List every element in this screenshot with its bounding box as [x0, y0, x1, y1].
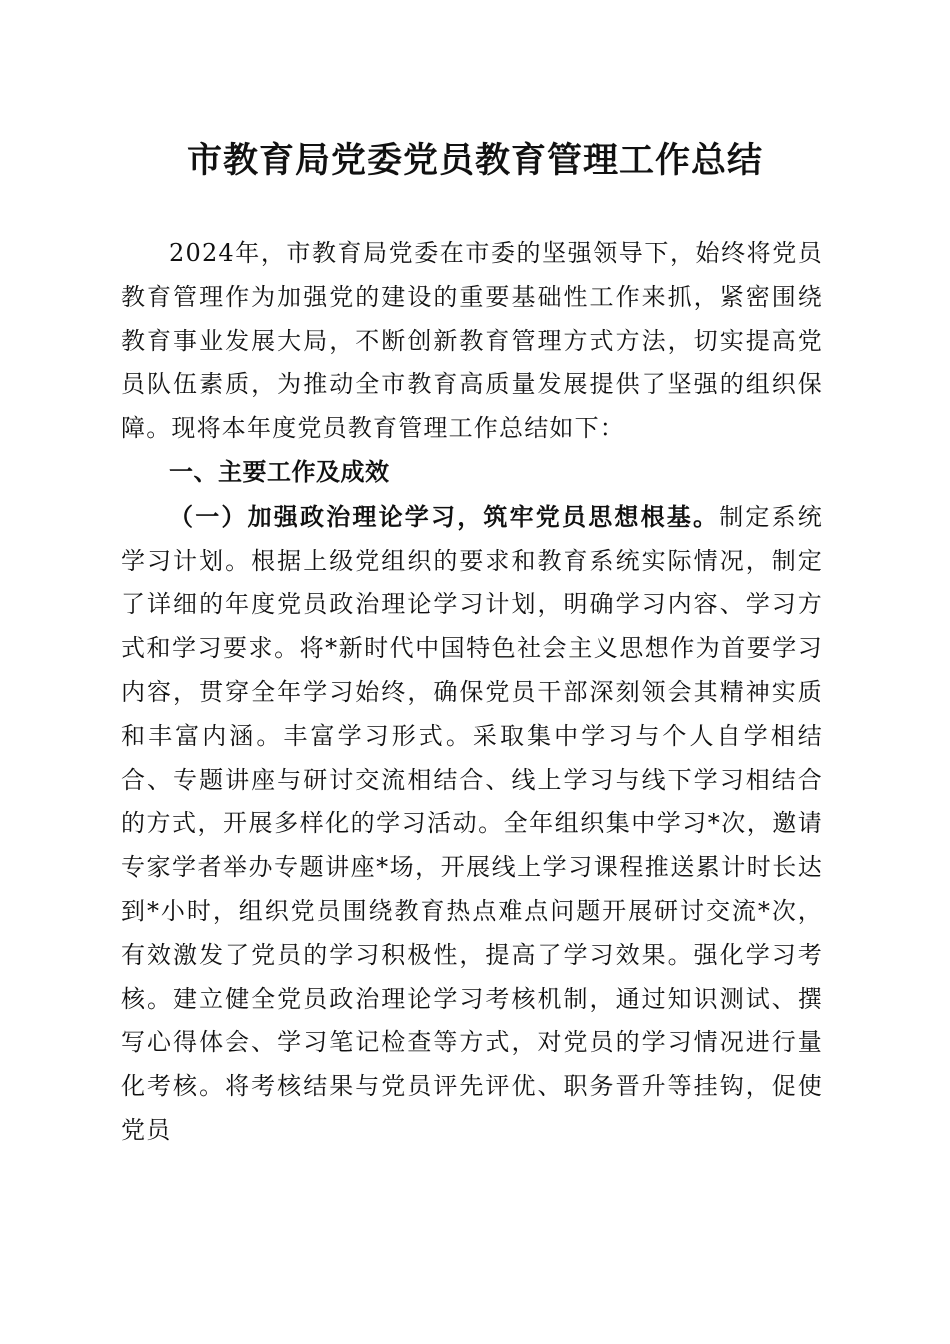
document-body — [121, 232, 823, 1153]
document-title: 市教育局党委党员教育管理工作总结 — [186, 140, 763, 181]
section-heading: 一、主要工作及成效 — [169, 457, 390, 486]
subsection-body: 制定系统学习计划。根据上级党组织的要求和教育系统实际情况，制定了详细的年度党员政治理论学习计划，明确学习内容、学习方式和学习要求。将*新时代中国特色社会主义思想作为首要学习内容，贯穿全年学习始终，确保党员干部深刻领会其精神实质和丰富内涵。丰富学习形式。采取集中学习与个人自学相结合、专题讲座与研讨交流相结合、线上学习与线下学习相结合的方式，开展多样化的学习活动。全年组织集中学习*次，邀请专家学者举办专题讲座*场，开展线上学习课程推送累计时长达到*小时，组织党员围绕教育热点难点问题开展研讨交流*次，有效激发了党员的学习积极性，提高了学习效果。强化学习考核。建立健全党员政治理论学习考核机制，通过知识测试、撰写心得体会、学习笔记检查等方式，对党员的学习情况进行量化考核。将考核结果与党员评先评优、职务晋升等挂钩，促使党员 — [121, 502, 823, 1144]
intro-paragraph: 2024年，市教育局党委在市委的坚强领导下，始终将党员教育管理作为加强党的建设的重要基础性工作来抓，紧密围绕教育事业发展大局，不断创新教育管理方式方法，切实提高党员队伍素质，为推动全市教育高质量发展提供了坚强的组织保障。现将本年度党员教育管理工作总结如下： — [121, 239, 823, 443]
subsection-heading: （一）加强政治理论学习，筑牢党员思想根基。 — [169, 501, 720, 531]
subsection-paragraph — [121, 495, 823, 1153]
